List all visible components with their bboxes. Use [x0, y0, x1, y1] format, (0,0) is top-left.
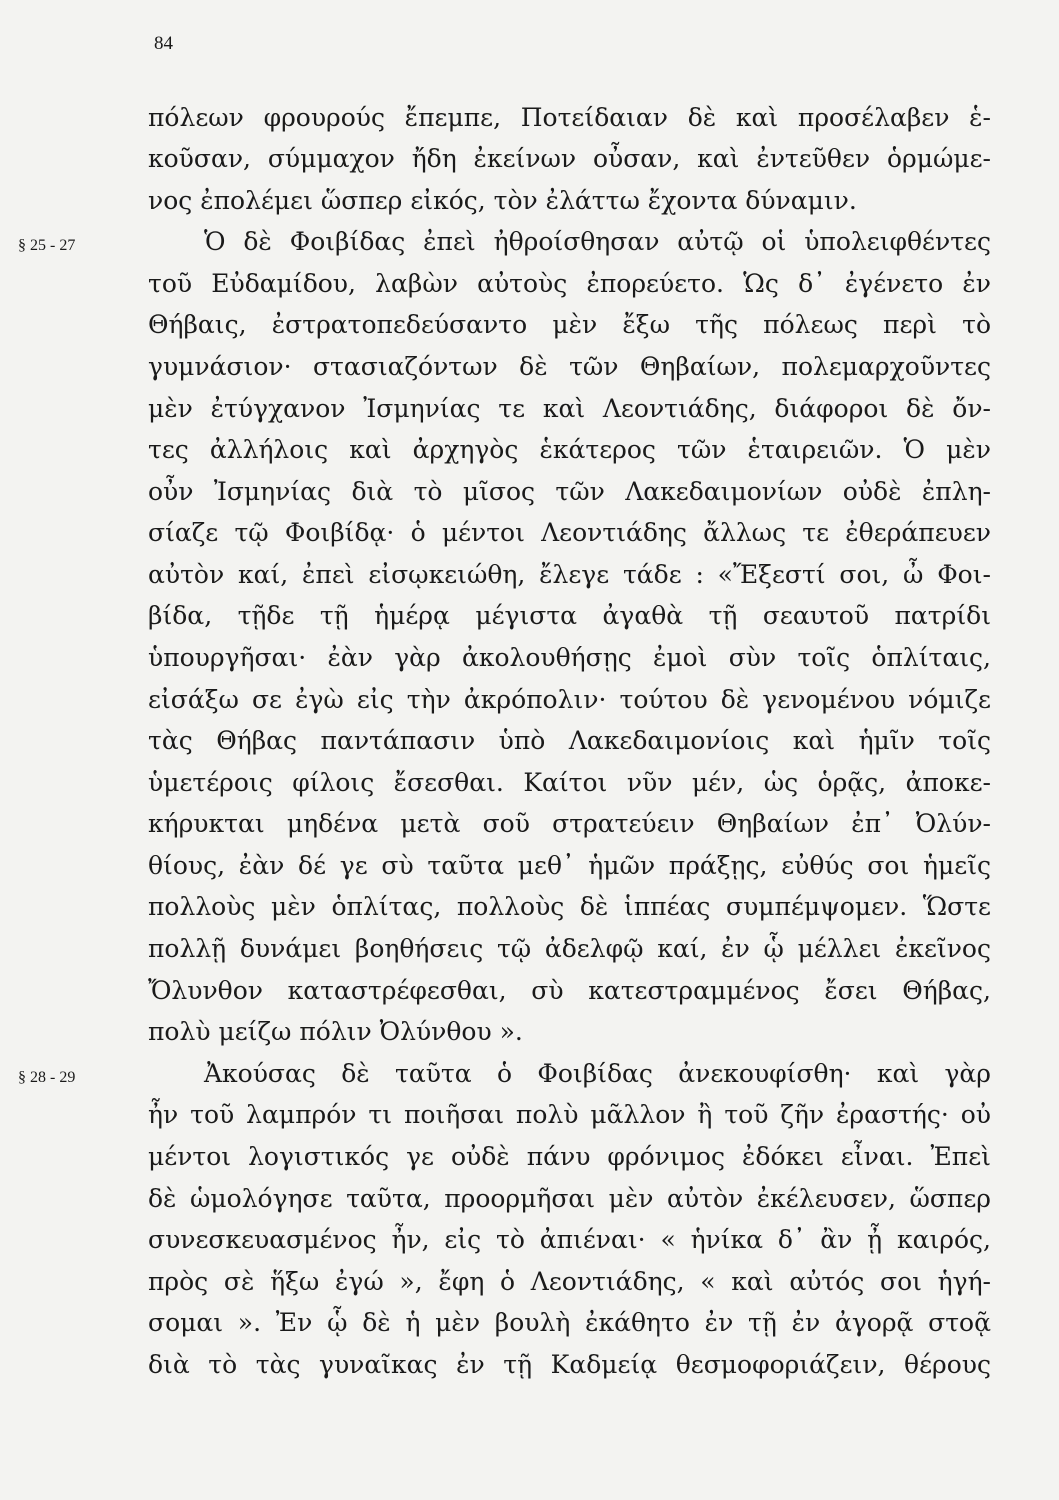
text-line: νος ἐπολέμει ὥσπερ εἰκός, τὸν ἐλάττω ἔχοντα δύναμιν. [148, 186, 857, 215]
text-line: Θήβαις, ἐστρατοπεδεύσαντο μὲν ἔξω τῆς πόλεως περὶ τὸ [148, 310, 991, 339]
text-line: κήρυκται μηδένα μετὰ σοῦ στρατεύειν Θηβαίων ἐπ᾽ Ὀλύν- [148, 809, 991, 838]
text-line: ὑπουργῆσαι· ἐὰν γὰρ ἀκολουθήσῃς ἐμοὶ σὺν τοῖς ὁπλίταις, [148, 643, 991, 672]
text-line: τες ἀλλήλοις καὶ ἀρχηγὸς ἑκάτερος τῶν ἑταιρειῶν. Ὁ μὲν [148, 435, 991, 464]
text-line: πόλεων φρουρούς ἔπεμπε, Ποτείδαιαν δὲ καὶ προσέλαβεν ἑ- [148, 103, 991, 132]
text-line: εἰσάξω σε ἐγὼ εἰς τὴν ἀκρόπολιν· τούτου δὲ γενομένου νόμιζε [148, 685, 991, 714]
text-line: δὲ ὡμολόγησε ταῦτα, προορμῆσαι μὲν αὐτὸν ἐκέλευσεν, ὥσπερ [148, 1184, 991, 1213]
text-line: μὲν ἐτύγχανον Ἰσμηνίας τε καὶ Λεοντιάδης, διάφοροι δὲ ὄν- [148, 394, 991, 423]
text-line: πολὺ μείζω πόλιν Ὀλύνθου ». [148, 1017, 523, 1046]
text-line: ἦν τοῦ λαμπρόν τι ποιῆσαι πολὺ μᾶλλον ἢ τοῦ ζῆν ἐραστής· οὐ [148, 1100, 991, 1129]
text-line: γυμνάσιον· στασιαζόντων δὲ τῶν Θηβαίων, πολεμαρχοῦντες [148, 352, 991, 381]
text-line: τὰς Θήβας παντάπασιν ὑπὸ Λακεδαιμονίοις καὶ ἡμῖν τοῖς [148, 726, 991, 755]
text-line: πολλῇ δυνάμει βοηθήσεις τῷ ἀδελφῷ καί, ἐν ᾧ μέλλει ἐκεῖνος [148, 934, 991, 963]
text-line: σίαζε τῷ Φοιβίδᾳ· ὁ μέντοι Λεοντιάδης ἄλλως τε ἐθεράπευεν [148, 518, 991, 547]
text-line: συνεσκευασμένος ἦν, εἰς τὸ ἀπιέναι· « ἡνίκα δ᾽ ἂν ᾖ καιρός, [148, 1225, 991, 1254]
text-line: μέντοι λογιστικός γε οὐδὲ πάνυ φρόνιμος ἐδόκει εἶναι. Ἐπεὶ [148, 1142, 991, 1171]
text-line: τοῦ Εὐδαμίδου, λαβὼν αὐτοὺς ἐπορεύετο. Ὡς δ᾽ ἐγένετο ἐν [148, 269, 991, 298]
text-line: βίδα, τῇδε τῇ ἡμέρᾳ μέγιστα ἀγαθὰ τῇ σεαυτοῦ πατρίδι [148, 601, 991, 630]
page-number: 84 [154, 33, 173, 54]
text-line: διὰ τὸ τὰς γυναῖκας ἐν τῇ Καδμείᾳ θεσμοφοριάζειν, θέρους [148, 1350, 991, 1379]
text-line: ὑμετέροις φίλοις ἔσεσθαι. Καίτοι νῦν μέν, ὡς ὁρᾷς, ἀποκε- [148, 768, 991, 797]
text-line: Ὄλυνθον καταστρέφεσθαι, σὺ κατεστραμμένος ἔσει Θήβας, [148, 976, 991, 1005]
text-line: πρὸς σὲ ἥξω ἐγώ », ἔφη ὁ Λεοντιάδης, « καὶ αὐτός σοι ἡγή- [148, 1267, 991, 1296]
text-line: πολλοὺς μὲν ὁπλίτας, πολλοὺς δὲ ἱππέας συμπέμψομεν. Ὥστε [148, 892, 991, 921]
text-line: αὐτὸν καί, ἐπεὶ εἰσῳκειώθη, ἔλεγε τάδε : «Ἔξεστί σοι, ὦ Φοι- [148, 560, 991, 589]
text-line: Ὁ δὲ Φοιβίδας ἐπεὶ ἠθροίσθησαν αὐτῷ οἱ ὑπολειφθέντες [204, 227, 991, 256]
section-ref-25-27: § 25 - 27 [18, 237, 76, 254]
text-line: θίους, ἐὰν δέ γε σὺ ταῦτα μεθ᾽ ἡμῶν πράξῃς, εὐθύς σοι ἡμεῖς [148, 851, 991, 880]
text-line: οὖν Ἰσμηνίας διὰ τὸ μῖσος τῶν Λακεδαιμονίων οὐδὲ ἐπλη- [148, 477, 991, 506]
text-line: σομαι ». Ἐν ᾧ δὲ ἡ μὲν βουλὴ ἐκάθητο ἐν τῇ ἐν ἀγορᾷ στοᾷ [148, 1308, 991, 1337]
text-line: Ἀκούσας δὲ ταῦτα ὁ Φοιβίδας ἀνεκουφίσθη· καὶ γὰρ [204, 1059, 991, 1088]
section-ref-28-29: § 28 - 29 [18, 1069, 76, 1086]
text-line: κοῦσαν, σύμμαχον ἤδη ἐκείνων οὖσαν, καὶ ἐντεῦθεν ὁρμώμε- [148, 144, 991, 173]
